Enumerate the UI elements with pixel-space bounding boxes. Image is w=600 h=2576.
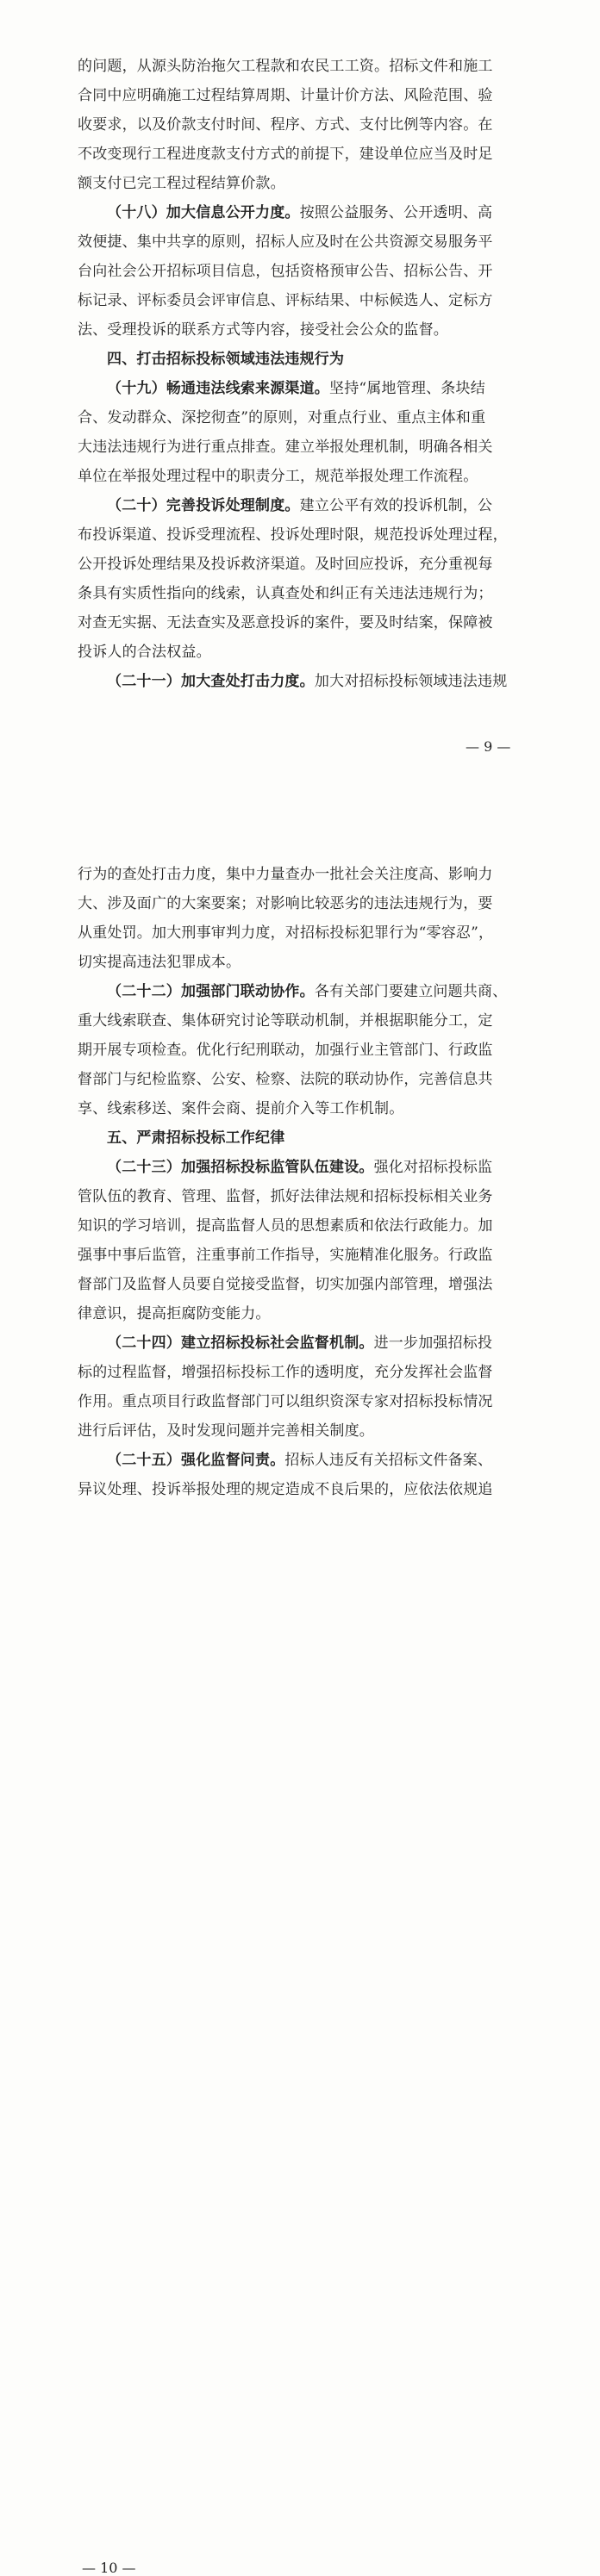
text-line: [78, 1211, 526, 1241]
text-line: [78, 520, 526, 550]
text-line: [78, 860, 526, 889]
text-line: [78, 1182, 526, 1211]
line-text: 投诉人的合法权益。: [78, 644, 211, 661]
line-text: 行为的查处打击力度，集中力量查办一批社会关注度高、影响力: [78, 866, 493, 883]
clause-title: （二十五）强化监督问责。: [107, 1452, 285, 1469]
line-text: 标的过程监督，增强招标投标工作的透明度，充分发挥社会监督: [78, 1364, 493, 1381]
text-line: [78, 52, 526, 81]
text-line: [78, 374, 526, 403]
text-line: [78, 1006, 526, 1036]
line-text: 收要求，以及价款支付时间、程序、方式、支付比例等内容。在: [78, 116, 493, 134]
line-text: 强事中事后监管，注重事前工作指导，实施精准化服务。行政监: [78, 1247, 493, 1264]
text-line: [78, 110, 526, 140]
line-text: 不改变现行工程进度款支付方式的前提下，建设单位应当及时足: [78, 146, 493, 163]
line-text: 律意识，提高拒腐防变能力。: [78, 1305, 271, 1322]
text-line: [78, 1416, 526, 1446]
text-line: [78, 1270, 526, 1299]
text-line: [78, 81, 526, 110]
line-text: 条具有实质性指向的线索，认真查处和纠正有关违法违规行为；: [78, 585, 493, 602]
text-line: [78, 315, 526, 345]
text-line: [78, 638, 526, 667]
text-line: [78, 1328, 526, 1358]
text-line: [78, 227, 526, 257]
text-line: [78, 889, 526, 918]
text-line: [78, 1153, 526, 1182]
line-text: 大违法违规行为进行重点排查。建立举报处理机制，明确各相关: [78, 439, 493, 456]
text-line: [78, 918, 526, 948]
line-text: 加大对招标投标领域违法违规: [314, 673, 508, 690]
line-text: 五、严肃招标投标工作纪律: [107, 1129, 285, 1147]
line-text: 坚持“属地管理、条块结: [329, 380, 485, 397]
text-line: [78, 140, 526, 169]
line-text: 合、发动群众、深挖彻查”的原则，对重点行业、重点主体和重: [78, 409, 486, 426]
line-text: 异议处理、投诉举报处理的规定造成不良后果的，应依法依规追: [78, 1481, 493, 1498]
clause-title: （十八）加大信息公开力度。: [107, 204, 300, 221]
clause-title: （二十一）加大查处打击力度。: [107, 673, 315, 690]
line-text: 额支付已完工程过程结算价款。: [78, 175, 285, 192]
line-text: 从重处罚。加大刑事审判力度，对招标投标犯罪行为“零容忍”，: [78, 924, 494, 942]
line-text: 台向社会公开招标项目信息，包括资格预审公告、招标公告、开: [78, 263, 493, 280]
line-text: 招标人违反有关招标文件备案、: [284, 1452, 493, 1469]
line-text: 知识的学习培训，提高监督人员的思想素质和依法行政能力。加: [78, 1217, 493, 1235]
text-line: [78, 1241, 526, 1270]
document-page-9: [0, 0, 600, 862]
section-heading: [78, 1123, 526, 1153]
line-text: 四、打击招标投标领域违法违规行为: [107, 351, 345, 368]
text-line: [78, 550, 526, 579]
text-line: [78, 1358, 526, 1387]
line-text: 作用。重点项目行政监督部门可以组织资深专家对招标投标情况: [78, 1393, 493, 1410]
clause-title: （二十二）加强部门联动协作。: [107, 983, 315, 1000]
line-text: 管队伍的教育、管理、监督，抓好法律法规和招标投标相关业务: [78, 1188, 493, 1205]
text-line: [78, 667, 526, 696]
line-text: 进行后评估，及时发现问题并完善相关制度。: [78, 1422, 374, 1440]
line-text: 强化对招标投标监: [373, 1159, 493, 1176]
page-number: — 9 —: [466, 738, 511, 755]
line-text: 公开投诉处理结果及投诉救济渠道。及时回应投诉，充分重视每: [78, 556, 493, 573]
document-page-10: [0, 862, 600, 2576]
text-line: [78, 1446, 526, 1475]
line-text: 大、涉及面广的大案要案；对影响比较恶劣的违法违规行为，要: [78, 895, 493, 912]
line-text: 按照公益服务、公开透明、高: [299, 204, 493, 221]
text-line: [78, 977, 526, 1006]
text-line: [78, 257, 526, 286]
line-text: 重大线索联查、集体研究讨论等联动机制，并根据职能分工，定: [78, 1012, 493, 1030]
line-text: 切实提高违法犯罪成本。: [78, 954, 241, 971]
line-text: 各有关部门要建立问题共商、: [314, 983, 508, 1000]
clause-title: （十九）畅通违法线索来源渠道。: [107, 380, 329, 397]
line-text: 享、线索移送、案件会商、提前介入等工作机制。: [78, 1100, 404, 1117]
text-line: [78, 432, 526, 462]
text-line: [78, 169, 526, 198]
page-body: [78, 860, 526, 1504]
text-line: [78, 403, 526, 432]
text-line: [78, 1094, 526, 1123]
clause-title: （二十四）建立招标投标社会监督机制。: [107, 1335, 374, 1352]
line-text: 单位在举报处理过程中的职责分工，规范举报处理工作流程。: [78, 468, 478, 485]
page-body: [78, 52, 526, 696]
section-heading: [78, 345, 526, 374]
text-line: [78, 491, 526, 520]
text-line: [78, 579, 526, 608]
text-line: [78, 608, 526, 638]
text-line: [78, 1065, 526, 1094]
line-text: 对查无实据、无法查实及恶意投诉的案件，要及时结案，保障被: [78, 614, 493, 632]
line-text: 法、受理投诉的联系方式等内容，接受社会公众的监督。: [78, 321, 448, 339]
text-line: [78, 462, 526, 491]
text-line: [78, 948, 526, 977]
line-text: 进一步加强招标投: [373, 1335, 493, 1352]
text-line: [78, 1036, 526, 1065]
text-line: [78, 286, 526, 315]
text-line: [78, 1387, 526, 1416]
clause-title: （二十三）加强招标投标监管队伍建设。: [107, 1159, 374, 1176]
text-line: [78, 198, 526, 227]
line-text: 建立公平有效的投诉机制，公: [299, 497, 493, 514]
line-text: 督部门与纪检监察、公安、检察、法院的联动协作，完善信息共: [78, 1071, 493, 1088]
text-line: [78, 1299, 526, 1328]
line-text: 督部门及监督人员要自觉接受监督，切实加强内部管理，增强法: [78, 1276, 493, 1293]
line-text: 期开展专项检查。优化行纪刑联动，加强行业主管部门、行政监: [78, 1042, 493, 1059]
clause-title: （二十）完善投诉处理制度。: [107, 497, 300, 514]
page-number: — 10 —: [82, 2560, 136, 2576]
line-text: 效便捷、集中共享的原则，招标人应及时在公共资源交易服务平: [78, 233, 493, 251]
line-text: 标记录、评标委员会评审信息、评标结果、中标候选人、定标方: [78, 292, 493, 309]
line-text: 布投诉渠道、投诉受理流程、投诉处理时限，规范投诉处理过程，: [78, 526, 508, 544]
text-line: [78, 1475, 526, 1504]
line-text: 合同中应明确施工过程结算周期、计量计价方法、风险范围、验: [78, 87, 493, 104]
line-text: 的问题，从源头防治拖欠工程款和农民工工资。招标文件和施工: [78, 58, 493, 75]
